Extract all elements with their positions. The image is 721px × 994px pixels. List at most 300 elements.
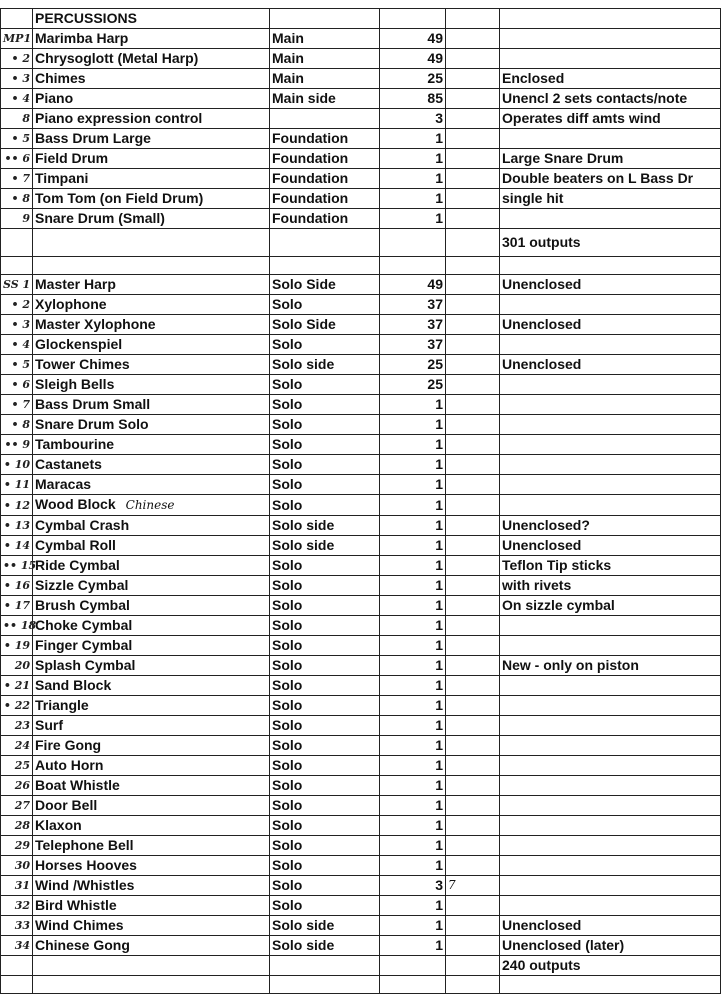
division-cell: [270, 876, 380, 896]
table-row: [1, 29, 721, 49]
note-cell: [500, 656, 721, 676]
division-cell: [270, 516, 380, 536]
annotation-cell: [446, 756, 500, 776]
row-number: 28: [14, 819, 30, 832]
row-number: • 12: [3, 498, 30, 512]
quantity: 1: [435, 697, 443, 713]
row-number: 20: [14, 659, 30, 672]
row-number-cell: [1, 776, 33, 796]
row-number: • 16: [3, 579, 30, 592]
instrument-name-cell: [33, 209, 270, 229]
division: Solo: [272, 396, 303, 412]
division: Solo: [272, 857, 303, 873]
instrument-name: Wind /Whistles: [35, 877, 135, 893]
quantity: 1: [435, 130, 443, 146]
instrument-name: Boat Whistle: [35, 777, 120, 793]
division: Solo side: [272, 517, 335, 533]
note: Unenclosed: [502, 537, 582, 553]
table-row: [1, 189, 721, 209]
annotation-cell: [446, 596, 500, 616]
quantity-cell: [380, 355, 446, 375]
annotation-cell: [446, 109, 500, 129]
table-row: [1, 776, 721, 796]
quantity: 1: [435, 937, 443, 953]
row-number-cell: [1, 816, 33, 836]
quantity: 1: [435, 476, 443, 492]
row-number: • 5: [11, 132, 30, 145]
instrument-name-cell: [33, 536, 270, 556]
row-number-cell: [1, 836, 33, 856]
quantity-cell: [380, 335, 446, 355]
note-cell: [500, 736, 721, 756]
row-number: • 10: [3, 458, 30, 471]
instrument-name-cell: [33, 576, 270, 596]
quantity: 1: [435, 617, 443, 633]
row-number-cell: [1, 956, 33, 976]
note-cell: [500, 796, 721, 816]
note: Unenclosed: [502, 356, 582, 372]
row-number-cell: [1, 656, 33, 676]
percussion-table: [0, 8, 721, 994]
annotation-cell: [446, 475, 500, 495]
instrument-name-cell: [33, 149, 270, 169]
note: 301 outputs: [502, 234, 581, 250]
note-cell: [500, 495, 721, 516]
instrument-name-cell: [33, 736, 270, 756]
quantity-cell: [380, 876, 446, 896]
quantity-cell: [380, 936, 446, 956]
quantity: 1: [435, 857, 443, 873]
quantity: 1: [435, 637, 443, 653]
division-cell: [270, 836, 380, 856]
instrument-name-cell: [33, 716, 270, 736]
row-number: •• 15: [3, 559, 37, 572]
division: Solo: [272, 336, 303, 352]
row-number: • 17: [3, 599, 30, 612]
quantity: 49: [427, 276, 443, 292]
note: Unenclosed?: [502, 517, 590, 533]
quantity-cell: [380, 455, 446, 475]
instrument-name: Sizzle Cymbal: [35, 577, 129, 593]
quantity-cell: [380, 716, 446, 736]
quantity: 1: [435, 737, 443, 753]
quantity-cell: [380, 796, 446, 816]
row-number-cell: [1, 395, 33, 415]
division: Solo: [272, 877, 303, 893]
annotation-cell: [446, 69, 500, 89]
row-number-cell: [1, 189, 33, 209]
division-cell: [270, 656, 380, 676]
division-cell: [270, 209, 380, 229]
note: Unencl 2 sets contacts/note: [502, 90, 688, 106]
annotation-cell: [446, 89, 500, 109]
row-number-cell: [1, 876, 33, 896]
row-number: 26: [14, 779, 30, 792]
row-number-cell: [1, 335, 33, 355]
note: Unenclosed: [502, 917, 582, 933]
instrument-name: Master Harp: [35, 276, 116, 292]
instrument-name-cell: [33, 435, 270, 455]
instrument-name: Chinese Gong: [35, 937, 130, 953]
annotation-cell: [446, 616, 500, 636]
row-number-cell: [1, 696, 33, 716]
table-row: [1, 576, 721, 596]
instrument-name: Brush Cymbal: [35, 597, 130, 613]
annotation-cell: [446, 129, 500, 149]
annotation-cell: [446, 189, 500, 209]
row-number-cell: [1, 435, 33, 455]
annotation-cell: [446, 656, 500, 676]
division: Main side: [272, 90, 336, 106]
note-cell: [500, 335, 721, 355]
instrument-name-cell: [33, 295, 270, 315]
note-cell: [500, 876, 721, 896]
annotation-cell: [446, 576, 500, 596]
note-cell: [500, 676, 721, 696]
row-number-cell: [1, 169, 33, 189]
row-number: • 4: [11, 338, 30, 351]
quantity: 1: [435, 150, 443, 166]
row-number: • 4: [11, 92, 30, 105]
quantity: 1: [435, 597, 443, 613]
annotation-cell: [446, 736, 500, 756]
division: Solo Side: [272, 276, 336, 292]
table-row: [1, 295, 721, 315]
instrument-name: Horses Hooves: [35, 857, 137, 873]
note-cell: [500, 169, 721, 189]
division-cell: [270, 89, 380, 109]
quantity-cell: [380, 756, 446, 776]
row-number: • 6: [11, 378, 30, 391]
table-row: [1, 676, 721, 696]
division: Foundation: [272, 170, 349, 186]
instrument-name-cell: [33, 676, 270, 696]
note-cell: [500, 556, 721, 576]
instrument-name: Marimba Harp: [35, 30, 129, 46]
header-num-cell: [1, 9, 33, 29]
table-row: [1, 716, 721, 736]
division: Solo: [272, 757, 303, 773]
division: Solo: [272, 717, 303, 733]
division-cell: [270, 189, 380, 209]
quantity-cell: [380, 676, 446, 696]
division-cell: [270, 816, 380, 836]
quantity: 1: [435, 837, 443, 853]
instrument-name-cell: [33, 415, 270, 435]
division-cell: [270, 315, 380, 335]
division-cell: [270, 756, 380, 776]
table-row: [1, 816, 721, 836]
annotation-cell: [446, 149, 500, 169]
division-cell: [270, 275, 380, 295]
instrument-name-cell: [33, 189, 270, 209]
division: Foundation: [272, 210, 349, 226]
row-number: • 7: [11, 398, 30, 411]
table-row: [1, 836, 721, 856]
row-number: 24: [14, 739, 30, 752]
note-cell: [500, 516, 721, 536]
row-number-cell: [1, 856, 33, 876]
division-cell: [270, 415, 380, 435]
quantity: 1: [435, 717, 443, 733]
division: Foundation: [272, 190, 349, 206]
division: Solo: [272, 817, 303, 833]
division-cell: [270, 129, 380, 149]
note: On sizzle cymbal: [502, 597, 615, 613]
division: Solo: [272, 777, 303, 793]
division: Solo: [272, 897, 303, 913]
row-number-cell: [1, 736, 33, 756]
table-row: [1, 876, 721, 896]
quantity: 1: [435, 577, 443, 593]
row-number: 33: [14, 919, 30, 932]
row-number-cell: [1, 796, 33, 816]
quantity: 25: [427, 70, 443, 86]
annotation-cell: [446, 29, 500, 49]
division-cell: [270, 435, 380, 455]
note: Double beaters on L Bass Dr: [502, 170, 694, 186]
instrument-name: Glockenspiel: [35, 336, 123, 352]
row-number: • 11: [3, 478, 30, 491]
table-row: [1, 455, 721, 475]
note-cell: [500, 956, 721, 976]
instrument-name: Tom Tom (on Field Drum): [35, 190, 204, 206]
instrument-name-cell: [33, 816, 270, 836]
row-number-cell: [1, 475, 33, 495]
instrument-name: Piano expression control: [35, 110, 203, 126]
table-row: [1, 89, 721, 109]
instrument-name-cell: [33, 275, 270, 295]
note-cell: [500, 109, 721, 129]
quantity: 3: [435, 110, 443, 126]
quantity: 3: [435, 877, 443, 893]
division-cell: [270, 49, 380, 69]
division-cell: [270, 229, 380, 257]
division: Main: [272, 50, 304, 66]
note: Unenclosed: [502, 316, 582, 332]
table-row: [1, 596, 721, 616]
division-cell: [270, 936, 380, 956]
instrument-name-cell: [33, 169, 270, 189]
table-row: [1, 536, 721, 556]
row-number-cell: [1, 636, 33, 656]
annotation-cell: [446, 876, 500, 896]
quantity: 1: [435, 817, 443, 833]
instrument-name: Snare Drum (Small): [35, 210, 165, 226]
quantity: 85: [427, 90, 443, 106]
quantity-cell: [380, 495, 446, 516]
division: Foundation: [272, 130, 349, 146]
instrument-name: Auto Horn: [35, 757, 104, 773]
annotation-cell: [446, 435, 500, 455]
division-cell: [270, 636, 380, 656]
row-number: • 8: [11, 192, 30, 205]
table-row: [1, 315, 721, 335]
annotation-cell: [446, 415, 500, 435]
row-number: 34: [14, 939, 30, 952]
instrument-name-cell: [33, 756, 270, 776]
division-cell: [270, 856, 380, 876]
division: Solo: [272, 416, 303, 432]
header-row: [1, 9, 721, 29]
row-number: • 5: [11, 358, 30, 371]
annotation-cell: [446, 716, 500, 736]
quantity-cell: [380, 89, 446, 109]
table-row: [1, 275, 721, 295]
note-cell: [500, 375, 721, 395]
row-number-cell: [1, 596, 33, 616]
annotation-cell: [446, 295, 500, 315]
row-number: • 3: [11, 72, 30, 85]
instrument-name: Bird Whistle: [35, 897, 117, 913]
quantity: 1: [435, 456, 443, 472]
note: Operates diff amts wind: [502, 110, 661, 126]
quantity: 1: [435, 190, 443, 206]
table-row: [1, 636, 721, 656]
quantity: 37: [427, 336, 443, 352]
table-row: [1, 656, 721, 676]
row-number-cell: [1, 275, 33, 295]
division-cell: [270, 475, 380, 495]
instrument-name-cell: [33, 856, 270, 876]
row-number-cell: [1, 315, 33, 335]
division: Solo: [272, 837, 303, 853]
row-number: 8: [22, 112, 30, 125]
quantity: 1: [435, 557, 443, 573]
quantity-cell: [380, 576, 446, 596]
quantity: 1: [435, 917, 443, 933]
row-number-cell: [1, 916, 33, 936]
note-cell: [500, 596, 721, 616]
table-row: [1, 169, 721, 189]
instrument-name-cell: [33, 229, 270, 257]
instrument-name-cell: [33, 89, 270, 109]
note-cell: [500, 636, 721, 656]
row-number: •• 9: [4, 438, 30, 451]
quantity: 49: [427, 30, 443, 46]
table-row: [1, 516, 721, 536]
note-cell: [500, 415, 721, 435]
quantity-cell: [380, 315, 446, 335]
division: Solo: [272, 657, 303, 673]
separator-row: [1, 257, 721, 275]
row-number-cell: [1, 536, 33, 556]
division-cell: [270, 355, 380, 375]
quantity: 1: [435, 897, 443, 913]
quantity-cell: [380, 49, 446, 69]
division: Solo Side: [272, 316, 336, 332]
quantity-cell: [380, 229, 446, 257]
instrument-name-cell: [33, 375, 270, 395]
quantity-cell: [380, 616, 446, 636]
quantity: 1: [435, 496, 443, 513]
note-cell: [500, 69, 721, 89]
table-row: [1, 375, 721, 395]
row-number: 31: [14, 879, 30, 892]
note-cell: [500, 856, 721, 876]
annotation-cell: [446, 916, 500, 936]
row-number: • 3: [11, 318, 30, 331]
division: Solo side: [272, 917, 335, 933]
instrument-name: Piano: [35, 90, 74, 106]
instrument-name: Maracas: [35, 476, 92, 492]
annotation-cell: [446, 355, 500, 375]
row-number-cell: [1, 375, 33, 395]
note: Unenclosed: [502, 276, 582, 292]
table-row: [1, 49, 721, 69]
note-cell: [500, 295, 721, 315]
table-row: [1, 69, 721, 89]
instrument-name: Field Drum: [35, 150, 109, 166]
table-row: [1, 696, 721, 716]
quantity-cell: [380, 916, 446, 936]
row-number: SS 1: [3, 278, 31, 291]
row-number: • 22: [3, 699, 30, 712]
quantity-cell: [380, 516, 446, 536]
quantity-cell: [380, 856, 446, 876]
annotation-cell: [446, 896, 500, 916]
quantity-cell: [380, 295, 446, 315]
instrument-name: Bass Drum Small: [35, 396, 151, 412]
division-cell: [270, 956, 380, 976]
row-number: • 19: [3, 639, 30, 652]
division: Solo: [272, 456, 303, 472]
row-number-cell: [1, 29, 33, 49]
quantity: 25: [427, 376, 443, 392]
table-row: [1, 896, 721, 916]
quantity-cell: [380, 836, 446, 856]
division-cell: [270, 736, 380, 756]
division: Solo: [272, 296, 303, 312]
division: Solo: [272, 577, 303, 593]
instrument-name-cell: [33, 796, 270, 816]
note: Enclosed: [502, 70, 565, 86]
division: Solo: [272, 677, 303, 693]
division-cell: [270, 29, 380, 49]
row-number: • 2: [11, 298, 30, 311]
note: New - only on piston: [502, 657, 639, 673]
note-cell: [500, 355, 721, 375]
division-cell: [270, 335, 380, 355]
division-cell: [270, 596, 380, 616]
instrument-name: Cymbal Roll: [35, 537, 116, 553]
row-number-cell: [1, 109, 33, 129]
division-cell: [270, 536, 380, 556]
handwritten-note: Chinese: [125, 498, 175, 512]
table-row: [1, 475, 721, 495]
instrument-name: Finger Cymbal: [35, 637, 133, 653]
table-row: [1, 395, 721, 415]
row-number-cell: [1, 149, 33, 169]
table-row: [1, 756, 721, 776]
quantity-cell: [380, 816, 446, 836]
note-cell: [500, 776, 721, 796]
division: Solo: [272, 376, 303, 392]
annotation-cell: [446, 696, 500, 716]
division: Solo side: [272, 356, 335, 372]
annotation-cell: [446, 816, 500, 836]
instrument-name: Wind Chimes: [35, 917, 124, 933]
note: Teflon Tip sticks: [502, 557, 612, 573]
instrument-name-cell: [33, 109, 270, 129]
note: Unenclosed (later): [502, 937, 625, 953]
note-cell: [500, 716, 721, 736]
instrument-name: Snare Drum Solo: [35, 416, 149, 432]
instrument-name: Ride Cymbal: [35, 557, 120, 573]
quantity-cell: [380, 536, 446, 556]
table-row: [1, 355, 721, 375]
instrument-name-cell: [33, 29, 270, 49]
